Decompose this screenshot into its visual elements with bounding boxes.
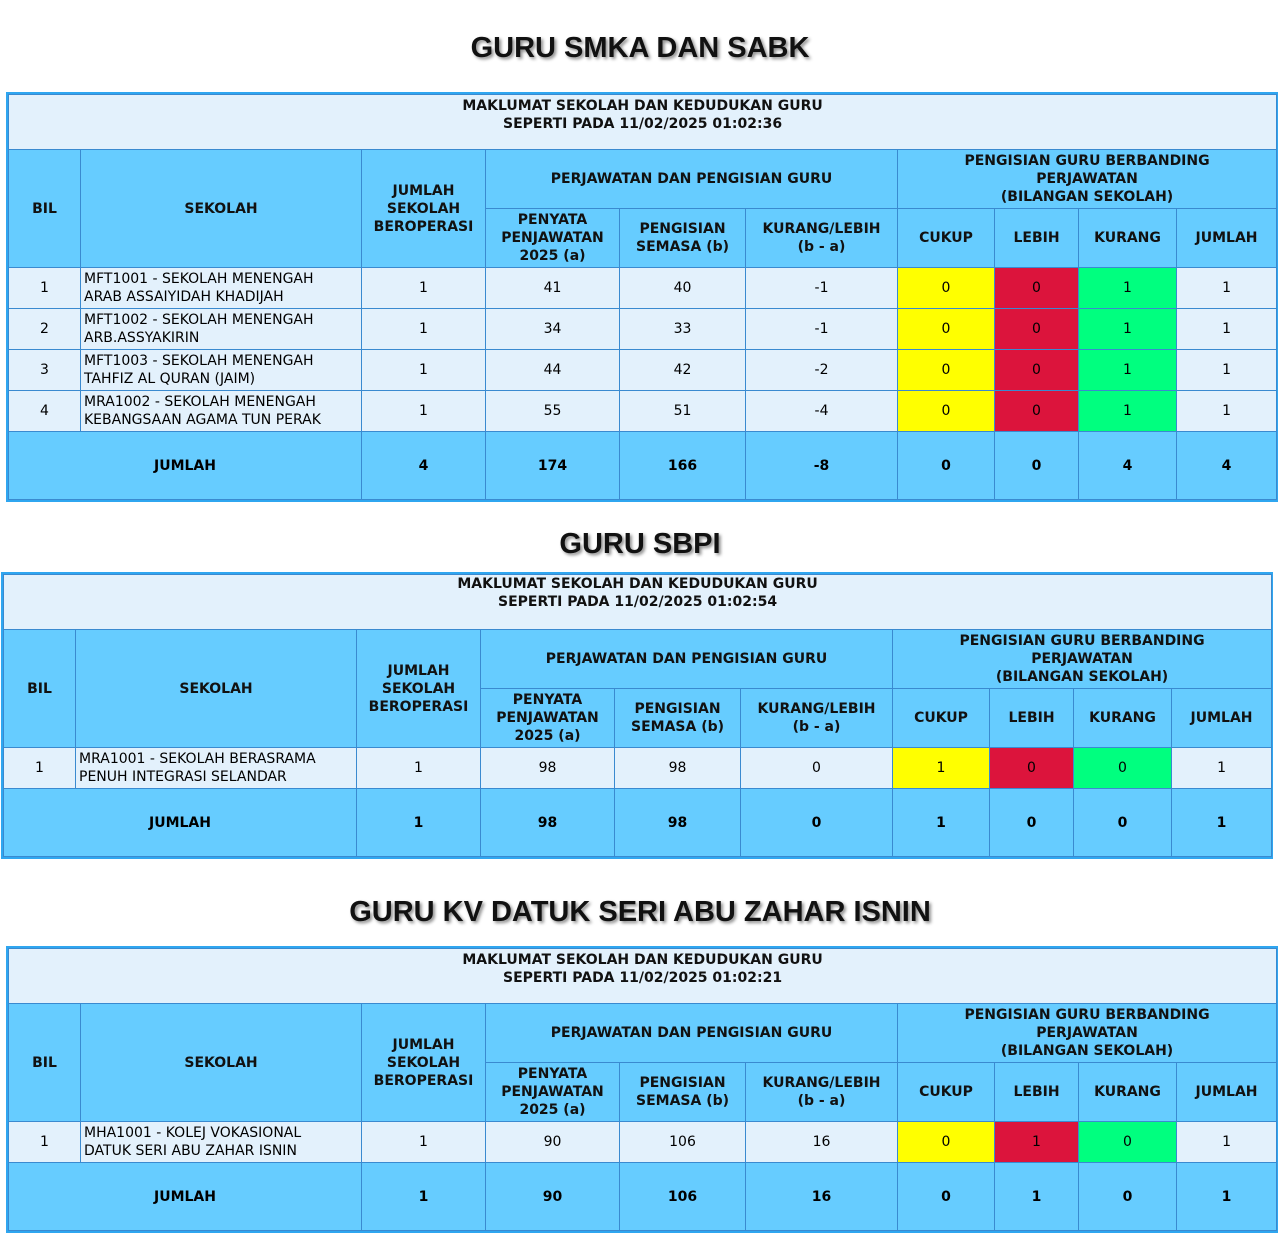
cell-kurang-lebih: -2	[746, 350, 898, 391]
school-line1: MRA1001 - SEKOLAH BERASRAMA	[79, 751, 316, 767]
col-pengisian-banding	[898, 150, 1277, 209]
col-penyata	[486, 1063, 620, 1122]
cell-pengisian: 42	[620, 350, 746, 391]
total-total: 4	[1177, 432, 1277, 500]
col-sekolah: SEKOLAH	[81, 150, 362, 268]
col-penyata-l3: 2025 (a)	[519, 1102, 586, 1118]
cell-jumlah: 1	[362, 309, 486, 350]
total-penyata: 174	[486, 432, 620, 500]
cell-school	[81, 268, 362, 309]
school-line1: MHA1001 - KOLEJ VOKASIONAL	[84, 1125, 302, 1141]
cell-bil: 4	[9, 391, 81, 432]
col-sekolah: SEKOLAH	[81, 1004, 362, 1122]
info-title: MAKLUMAT SEKOLAH DAN KEDUDUKAN GURU	[462, 98, 823, 114]
table-kv	[6, 946, 1278, 1233]
col-pengisian	[615, 689, 741, 748]
total-kurang-lebih: 16	[746, 1163, 898, 1231]
school-line2: ARB.ASSYAKIRIN	[84, 330, 200, 346]
school-line1: MFT1002 - SEKOLAH MENENGAH	[84, 312, 314, 328]
col-jumlah: JUMLAH	[1177, 209, 1277, 268]
cell-cukup: 0	[898, 1122, 995, 1163]
cell-bil: 1	[9, 1122, 81, 1163]
col-penyata-l2: PENJAWATAN	[496, 710, 599, 726]
col-jumlah: JUMLAH	[1177, 1063, 1277, 1122]
total-total: 1	[1172, 789, 1272, 857]
cell-jumlah: 1	[357, 748, 481, 789]
table-smka	[6, 92, 1278, 502]
section-title-sbpi: GURU SBPI	[559, 528, 721, 560]
cell-jumlah: 1	[362, 1122, 486, 1163]
cell-penyata: 55	[486, 391, 620, 432]
info-header	[9, 95, 1277, 150]
cell-lebih: 0	[995, 268, 1079, 309]
col-kurang-lebih	[746, 209, 898, 268]
col-kl-l1: KURANG/LEBIH	[757, 701, 876, 717]
col-kurang-lebih	[741, 689, 893, 748]
col-banding-l2: PERJAWATAN	[1031, 651, 1133, 667]
col-kl-l2: (b - a)	[792, 719, 841, 735]
col-jumlah-sekolah-l1: JUMLAH	[387, 662, 450, 679]
cell-penyata: 98	[481, 748, 615, 789]
cell-kurang: 1	[1079, 350, 1177, 391]
cell-kurang-lebih: -4	[746, 391, 898, 432]
info-title: MAKLUMAT SEKOLAH DAN KEDUDUKAN GURU	[457, 576, 818, 592]
cell-total: 1	[1177, 391, 1277, 432]
cell-kurang: 0	[1074, 748, 1172, 789]
total-total: 1	[1177, 1163, 1277, 1231]
table-row	[9, 391, 1277, 432]
total-penyata: 98	[481, 789, 615, 857]
col-banding-l3: (BILANGAN SEKOLAH)	[1000, 1043, 1174, 1059]
col-kl-l2: (b - a)	[797, 239, 846, 255]
school-line1: MFT1003 - SEKOLAH MENENGAH	[84, 353, 314, 369]
col-jumlah-sekolah-l2: SEKOLAH	[381, 680, 456, 697]
col-kurang: KURANG	[1079, 1063, 1177, 1122]
cell-lebih: 0	[995, 309, 1079, 350]
col-penyata-l2: PENJAWATAN	[501, 230, 604, 246]
col-pengisian-l1: PENGISIAN	[639, 221, 726, 237]
cell-school	[81, 350, 362, 391]
cell-kurang-lebih: -1	[746, 268, 898, 309]
total-jumlah: 4	[362, 432, 486, 500]
col-penyata	[486, 209, 620, 268]
col-jumlah-sekolah	[362, 150, 486, 268]
col-perjawatan: PERJAWATAN DAN PENGISIAN GURU	[486, 1004, 898, 1063]
col-lebih: LEBIH	[990, 689, 1074, 748]
col-pengisian-l2: SEMASA (b)	[635, 239, 730, 255]
total-label: JUMLAH	[9, 432, 362, 500]
col-penyata-l1: PENYATA	[517, 212, 588, 228]
col-penyata	[481, 689, 615, 748]
col-pengisian-banding	[893, 630, 1272, 689]
col-banding-l1: PENGISIAN GURU BERBANDING	[959, 633, 1205, 649]
table-row	[9, 1122, 1277, 1163]
cell-bil: 1	[4, 748, 76, 789]
cell-school	[81, 391, 362, 432]
total-label: JUMLAH	[4, 789, 357, 857]
col-jumlah: JUMLAH	[1172, 689, 1272, 748]
total-kurang: 4	[1079, 432, 1177, 500]
total-row	[4, 789, 1272, 857]
total-label: JUMLAH	[9, 1163, 362, 1231]
col-pengisian-l2: SEMASA (b)	[630, 719, 725, 735]
section-title-kv: GURU KV DATUK SERI ABU ZAHAR ISNIN	[349, 896, 931, 928]
table-row	[9, 309, 1277, 350]
cell-penyata: 41	[486, 268, 620, 309]
as-of-timestamp: SEPERTI PADA 11/02/2025 01:02:21	[503, 970, 783, 986]
col-kl-l1: KURANG/LEBIH	[762, 221, 881, 237]
cell-jumlah: 1	[362, 268, 486, 309]
total-jumlah: 1	[357, 789, 481, 857]
school-line1: MRA1002 - SEKOLAH MENENGAH	[84, 394, 316, 410]
cell-bil: 2	[9, 309, 81, 350]
cell-kurang-lebih: -1	[746, 309, 898, 350]
total-penyata: 90	[486, 1163, 620, 1231]
cell-pengisian: 40	[620, 268, 746, 309]
col-perjawatan: PERJAWATAN DAN PENGISIAN GURU	[486, 150, 898, 209]
cell-pengisian: 51	[620, 391, 746, 432]
col-lebih: LEBIH	[995, 209, 1079, 268]
cell-kurang: 1	[1079, 309, 1177, 350]
col-jumlah-sekolah	[357, 630, 481, 748]
as-of-timestamp: SEPERTI PADA 11/02/2025 01:02:54	[498, 594, 778, 610]
col-banding-l2: PERJAWATAN	[1036, 1025, 1138, 1041]
col-banding-l1: PENGISIAN GURU BERBANDING	[964, 1007, 1210, 1023]
cell-total: 1	[1172, 748, 1272, 789]
col-banding-l3: (BILANGAN SEKOLAH)	[995, 669, 1169, 685]
col-jumlah-sekolah-l3: BEROPERASI	[368, 698, 469, 715]
as-of-timestamp: SEPERTI PADA 11/02/2025 01:02:36	[503, 116, 783, 132]
total-row	[9, 1163, 1277, 1231]
cell-lebih: 0	[995, 391, 1079, 432]
col-banding-l2: PERJAWATAN	[1036, 171, 1138, 187]
cell-kurang: 1	[1079, 391, 1177, 432]
school-line2: PENUH INTEGRASI SELANDAR	[79, 769, 287, 785]
col-lebih: LEBIH	[995, 1063, 1079, 1122]
col-banding-l3: (BILANGAN SEKOLAH)	[1000, 189, 1174, 205]
cell-penyata: 34	[486, 309, 620, 350]
col-pengisian-banding	[898, 1004, 1277, 1063]
total-lebih: 0	[990, 789, 1074, 857]
col-perjawatan: PERJAWATAN DAN PENGISIAN GURU	[481, 630, 893, 689]
school-line2: DATUK SERI ABU ZAHAR ISNIN	[84, 1143, 297, 1159]
col-kurang: KURANG	[1074, 689, 1172, 748]
total-pengisian: 166	[620, 432, 746, 500]
col-pengisian-l1: PENGISIAN	[634, 701, 721, 717]
cell-penyata: 90	[486, 1122, 620, 1163]
cell-total: 1	[1177, 1122, 1277, 1163]
total-cukup: 0	[898, 432, 995, 500]
col-penyata-l1: PENYATA	[512, 692, 583, 708]
col-pengisian-l1: PENGISIAN	[639, 1075, 726, 1091]
cell-kurang-lebih: 16	[746, 1122, 898, 1163]
cell-cukup: 0	[898, 268, 995, 309]
col-bil: BIL	[9, 150, 81, 268]
col-sekolah: SEKOLAH	[76, 630, 357, 748]
col-jumlah-sekolah-l2: SEKOLAH	[386, 1054, 461, 1071]
cell-lebih: 1	[995, 1122, 1079, 1163]
total-lebih: 1	[995, 1163, 1079, 1231]
school-line2: ARAB ASSAIYIDAH KHADIJAH	[84, 289, 284, 305]
col-penyata-l3: 2025 (a)	[519, 248, 586, 264]
total-kurang: 0	[1079, 1163, 1177, 1231]
col-pengisian	[620, 209, 746, 268]
cell-jumlah: 1	[362, 350, 486, 391]
cell-kurang: 0	[1079, 1122, 1177, 1163]
col-bil: BIL	[4, 630, 76, 748]
cell-total: 1	[1177, 350, 1277, 391]
total-kurang-lebih: -8	[746, 432, 898, 500]
total-jumlah: 1	[362, 1163, 486, 1231]
table-sbpi	[1, 572, 1273, 859]
col-jumlah-sekolah-l2: SEKOLAH	[386, 200, 461, 217]
cell-total: 1	[1177, 268, 1277, 309]
col-bil: BIL	[9, 1004, 81, 1122]
total-cukup: 1	[893, 789, 990, 857]
cell-cukup: 1	[893, 748, 990, 789]
col-penyata-l1: PENYATA	[517, 1066, 588, 1082]
col-kl-l1: KURANG/LEBIH	[762, 1075, 881, 1091]
col-pengisian	[620, 1063, 746, 1122]
school-line2: KEBANGSAAN AGAMA TUN PERAK	[84, 412, 321, 428]
cell-pengisian: 106	[620, 1122, 746, 1163]
cell-lebih: 0	[995, 350, 1079, 391]
cell-bil: 3	[9, 350, 81, 391]
cell-school	[81, 309, 362, 350]
total-kurang: 0	[1074, 789, 1172, 857]
cell-bil: 1	[9, 268, 81, 309]
total-cukup: 0	[898, 1163, 995, 1231]
col-penyata-l3: 2025 (a)	[514, 728, 581, 744]
table-row	[4, 748, 1272, 789]
section-title-smka: GURU SMKA DAN SABK	[470, 32, 810, 64]
cell-cukup: 0	[898, 350, 995, 391]
col-cukup: CUKUP	[898, 1063, 995, 1122]
col-jumlah-sekolah-l1: JUMLAH	[392, 182, 455, 199]
total-lebih: 0	[995, 432, 1079, 500]
col-cukup: CUKUP	[893, 689, 990, 748]
cell-school	[81, 1122, 362, 1163]
cell-cukup: 0	[898, 309, 995, 350]
col-kl-l2: (b - a)	[797, 1093, 846, 1109]
school-line1: MFT1001 - SEKOLAH MENENGAH	[84, 271, 314, 287]
col-cukup: CUKUP	[898, 209, 995, 268]
school-line2: TAHFIZ AL QURAN (JAIM)	[84, 371, 256, 387]
cell-penyata: 44	[486, 350, 620, 391]
cell-kurang: 1	[1079, 268, 1177, 309]
total-pengisian: 106	[620, 1163, 746, 1231]
col-pengisian-l2: SEMASA (b)	[635, 1093, 730, 1109]
total-row	[9, 432, 1277, 500]
info-title: MAKLUMAT SEKOLAH DAN KEDUDUKAN GURU	[462, 952, 823, 968]
table-row	[9, 350, 1277, 391]
info-header	[9, 949, 1277, 1004]
col-kurang-lebih	[746, 1063, 898, 1122]
table-row	[9, 268, 1277, 309]
cell-kurang-lebih: 0	[741, 748, 893, 789]
col-jumlah-sekolah	[362, 1004, 486, 1122]
col-banding-l1: PENGISIAN GURU BERBANDING	[964, 153, 1210, 169]
total-pengisian: 98	[615, 789, 741, 857]
cell-pengisian: 98	[615, 748, 741, 789]
cell-lebih: 0	[990, 748, 1074, 789]
cell-total: 1	[1177, 309, 1277, 350]
cell-jumlah: 1	[362, 391, 486, 432]
cell-cukup: 0	[898, 391, 995, 432]
col-penyata-l2: PENJAWATAN	[501, 1084, 604, 1100]
info-header	[4, 575, 1272, 630]
col-kurang: KURANG	[1079, 209, 1177, 268]
total-kurang-lebih: 0	[741, 789, 893, 857]
cell-pengisian: 33	[620, 309, 746, 350]
col-jumlah-sekolah-l3: BEROPERASI	[373, 218, 474, 235]
col-jumlah-sekolah-l1: JUMLAH	[392, 1036, 455, 1053]
cell-school	[76, 748, 357, 789]
col-jumlah-sekolah-l3: BEROPERASI	[373, 1072, 474, 1089]
